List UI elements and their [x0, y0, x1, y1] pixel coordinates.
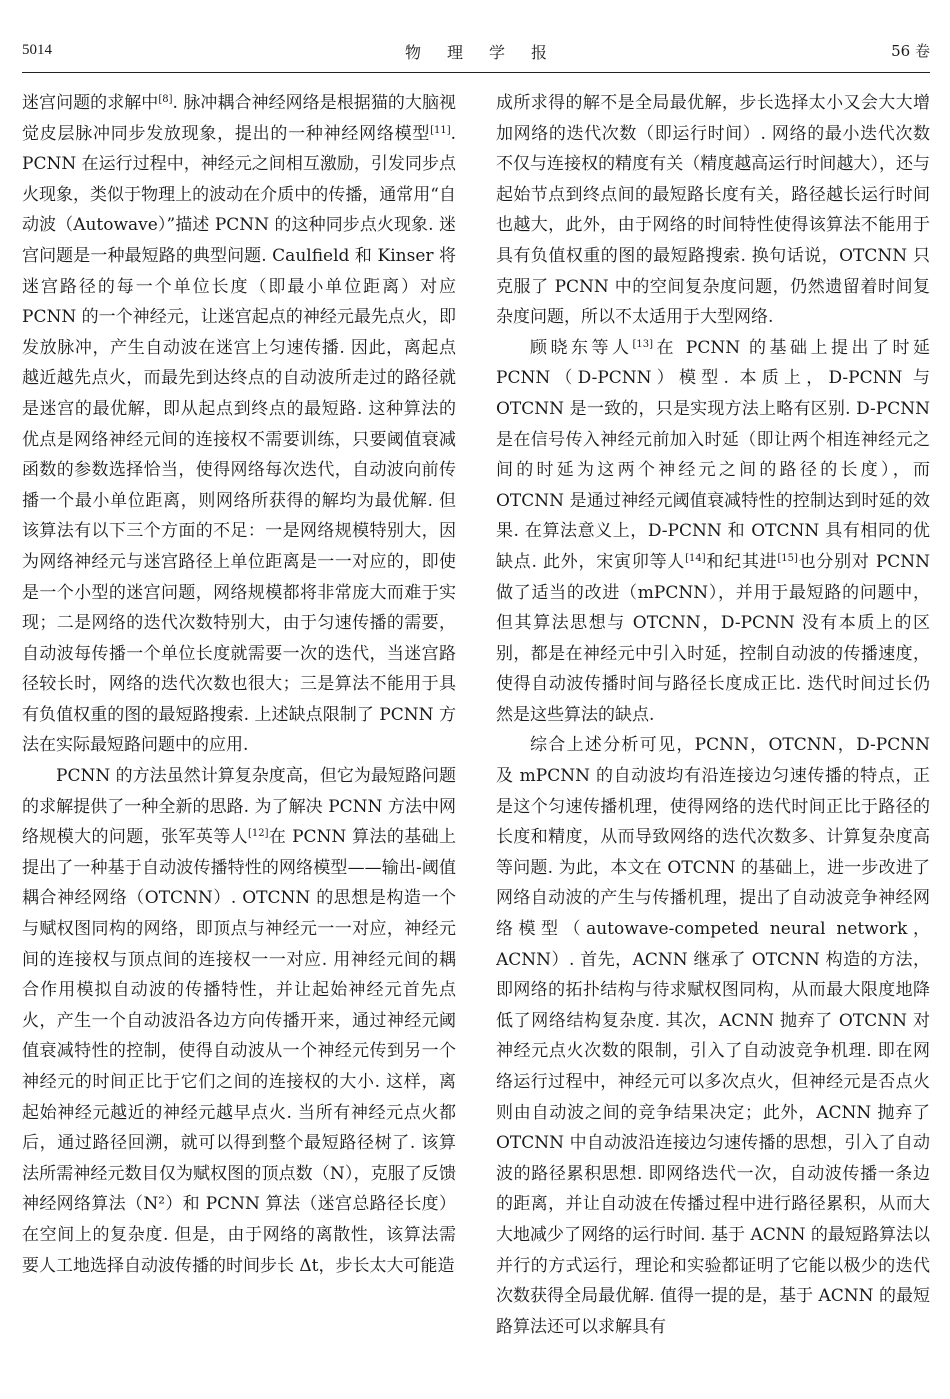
body-paragraph — [496, 730, 930, 1342]
right-column — [496, 88, 930, 1388]
paragraph-text: 在 PCNN 算法的基础上提出了一种基于自动波传播特性的网络模型——输出-阈值耦合神经网络（OTCNN）. OTCNN 的思想是构造一个与赋权图同构的网络，即顶点与神经元一一对应，神经元间的连接权与顶点间的连接权一一对应. 用神经元间的耦合作用模拟自动波的传播特性，并让起始神经元首先点火，产生一个自动波沿各边方向传播开来，通过神经元阈值衰减特性的控制，使得自动波从一个神经元传到另一个神经元的时间正比于它们之间的连接权的大小. 这样，离起始神经元越近的神经元越早点火. 当所有神经元点火都后，通过路径回溯，就可以得到整个最短路径树了. 该算法所需神经元数目仅为赋权图的顶点数（N），克服了反馈神经网络算法（N²）和 PCNN 算法（迷宫总路径长度）在空间上的复杂度. 但是，由于网络的离散性，该算法需要人工地选择自动波传播的时间步长 Δt，步长太大可能造 — [22, 827, 456, 1276]
paragraph-text: 综合上述分析可见，PCNN，OTCNN，D-PCNN 及 mPCNN 的自动波均有沿连接边匀速传播的特点，正是这个匀速传播机理，使得网络的迭代时间正比于路径的长度和精度，从而导致网络的迭代次数多、计算复杂度高等问题. 为此，本文在 OTCNN 的基础上，进一步改进了网络自动波的产生与传播机理，提出了自动波竞争神经网络模型（autowave-competed neural network，ACNN）. 首先，ACNN 继承了 OTCNN 构造的方法，即网络的拓扑结构与待求赋权图同构，从而最大限度地降低了网络结构复杂度. 其次，ACNN 抛弃了 OTCNN 对神经元点火次数的限制，引入了自动波竞争机理. 即在网络运行过程中，神经元可以多次点火，但神经元是否点火则由自动波之间的竞争结果决定；此外，ACNN 抛弃了 OTCNN 中自动波沿连接边匀速传播的思想，引入了自动波的路径累积思想. 即网络迭代一次，自动波传播一条边的距离，并让自动波在传播过程中进行路径累积，从而大大地减少了网络的运行时间. 基于 ACNN 的最短路算法以并行的方式运行，理论和实验都证明了它能以极少的迭代次数获得全局最优解. 值得一提的是，基于 ACNN 的最短路算法还可以求解具有 — [496, 735, 930, 1337]
paragraph-text: 成所求得的解不是全局最优解，步长选择太小又会大大增加网络的迭代次数（即运行时间）. 网络的最小迭代次数不仅与连接权的精度有关（精度越高运行时间越大），还与起始节点到终点间的最短路长度有关，路径越长运行时间也越大，此外，由于网络的时间特性使得该算法不能用于具有负值权重的图的最短路搜索. 换句话说，OTCNN 只克服了 PCNN 中的空间复杂度问题，仍然遗留着时间复杂度问题，所以不太适用于大型网络. — [496, 93, 930, 328]
page-header — [22, 40, 930, 64]
citation-ref: [8] — [158, 94, 173, 105]
body-paragraph — [22, 88, 456, 761]
paragraph-text: . PCNN 在运行过程中，神经元之间相互激励，引发同步点火现象，类似于物理上的波动在介质中的传播，通常用“自动波（Autowave）”描述 PCNN 的这种同步点火现象. 迷宫问题是一种最短路的典型问题. Caulfield 和 Kinser 将迷宫路径的每一个单位长度（即最小单位距离）对应 PCNN 的一个神经元，让迷宫起点的神经元最先点火，即发放脉冲，产生自动波在迷宫上匀速传播. 因此，离起点越近越先点火，而最先到达终点的自动波所走过的路径就是迷宫的最优解，即从起点到终点的最短路. 这种算法的优点是网络神经元间的连接权不需要训练，只要阈值衰减函数的参数选择恰当，使得网络每次迭代，自动波向前传播一个最小单位距离，则网络所获得的解均为最优解. 但该算法有以下三个方面的不足：一是网络规模特别大，因为网络神经元与迷宫路径上单位距离是一一对应的，即使是一个小型的迷宫问题，网络规模都将非常庞大而难于实现；二是网络的迭代次数特别大，由于匀速传播的需要，自动波每传播一个单位长度就需要一次的迭代，当迷宫路径较长时，网络的迭代次数也很大；三是算法不能用于具有负值权重的图的最短路搜索. 上述缺点限制了 PCNN 方法在实际最短路问题中的应用. — [22, 123, 456, 756]
header-rule — [22, 72, 930, 73]
citation-ref: [14] — [685, 552, 706, 564]
page-number: 5014 — [22, 42, 52, 58]
citation-ref: [13] — [632, 338, 654, 350]
paragraph-text: 迷宫问题的求解中 — [22, 93, 159, 113]
paragraph-text: 顾晓东等人 — [530, 337, 633, 358]
citation-ref: [15] — [777, 552, 798, 564]
citation-ref: [12] — [248, 828, 269, 840]
paragraph-text: . 脉冲耦合神经网络是根据猫的大脑视觉皮层脉冲同步发放现象，提出的一种神经网络模型 — [22, 93, 456, 144]
journal-title: 物理学报 — [404, 43, 573, 62]
body-paragraph — [22, 761, 456, 1281]
body-paragraph — [496, 88, 930, 333]
paragraph-text: 在 PCNN 的基础上提出了时延 PCNN（D-PCNN）模型. 本质上，D-PCNN 与 OTCNN 是一致的，只是实现方法上略有区别. D-PCNN 是在信号传入神经元前加入时延（即让两个相连神经元之间的时延为这两个神经元之间的路径的长度），而 OTCNN 是通过神经元阈值衰减特性的控制达到时延的效果. 在算法意义上，D-PCNN 和 OTCNN 具有相同的优缺点. 此外，宋寅卯等人 — [496, 337, 930, 572]
citation-ref: [11] — [430, 124, 451, 136]
left-column — [22, 88, 456, 1388]
paragraph-text: 也分别对 PCNN 做了适当的改进（mPCNN），并用于最短路的问题中，但其算法思想与 OTCNN，D-PCNN 没有本质上的区别，都是在神经元中引入时延，控制自动波的传播速度，使得自动波传播时间与路径长度成正比. 迭代时间过长仍然是这些算法的缺点. — [496, 551, 930, 725]
paragraph-text: PCNN 的方法虽然计算复杂度高，但它为最短路问题的求解提供了一种全新的思路. 为了解决 PCNN 方法中网络规模大的问题，张军英等人 — [22, 766, 456, 848]
paragraph-text: 和纪其进 — [705, 551, 778, 572]
body-paragraph — [496, 333, 930, 731]
volume-label: 56 卷 — [891, 42, 930, 60]
